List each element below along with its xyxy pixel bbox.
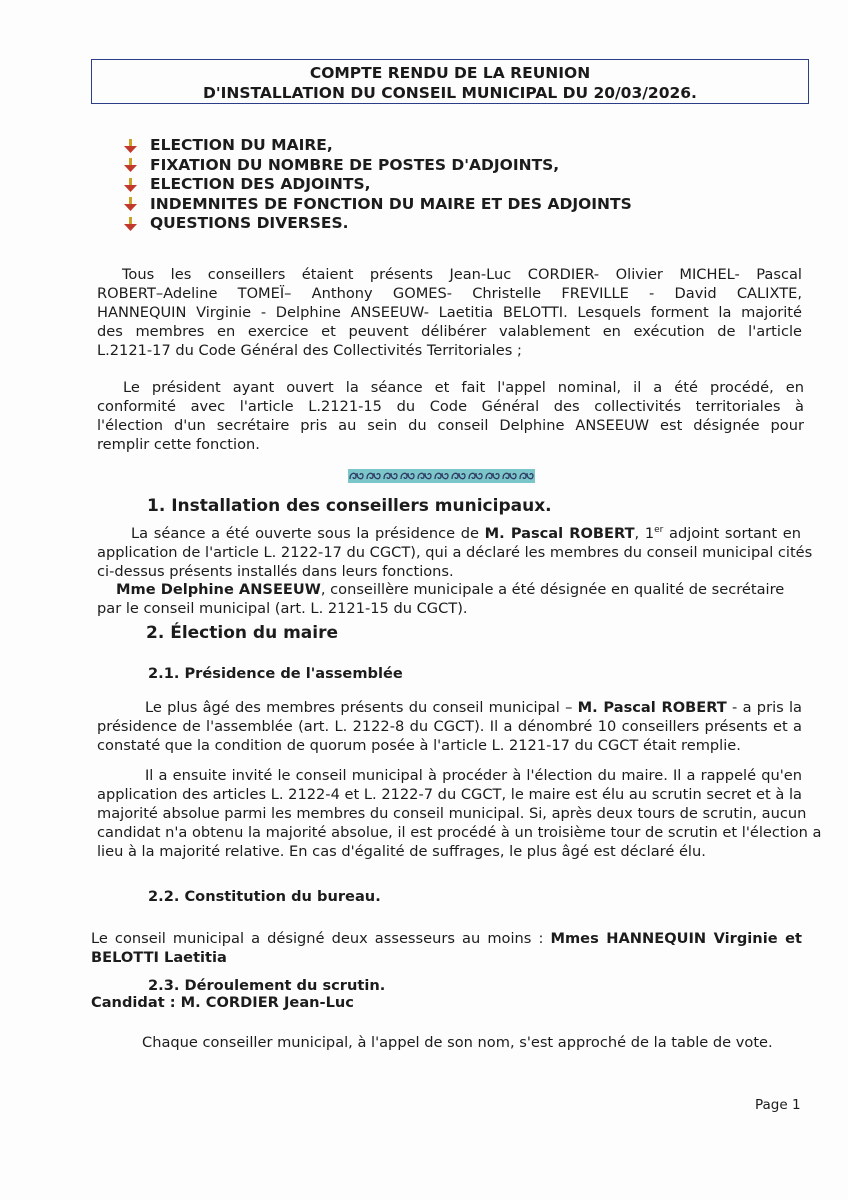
agenda-item [124,136,632,156]
text-line: constaté que la condition de quorum posée à l'article L. 2121-17 du CGCT était remplie. [97,737,741,754]
section-2-heading: 2. Élection du maire [146,623,339,643]
agenda-item-label: ELECTION DU MAIRE, [150,136,333,154]
assessor-name-line-2: BELOTTI Laetitia [91,949,227,966]
assessor-names: Mmes HANNEQUIN Virginie et [550,930,802,947]
text-line: La séance a été ouverte sous la présidence de M. Pascal ROBERT, 1er adjoint sortant en [131,525,801,542]
text-line: Le conseil municipal a désigné deux assesseurs au moins : Mmes HANNEQUIN Virginie et [91,930,802,947]
document-title-box [91,59,809,104]
candidate-line: Candidat : M. CORDIER Jean-Luc [91,994,354,1011]
text-line: application de l'article L. 2122-17 du CGCT), qui a déclaré les membres du conseil municipal cités [97,544,813,561]
text-line: application des articles L. 2122-4 et L. 2122-7 du CGCT, le maire est élu au scrutin secret et à la [97,786,802,803]
section-2-2-heading: 2.2. Constitution du bureau. [148,888,381,905]
section-2-3-paragraph [142,1033,773,1052]
text-line: Le président ayant ouvert la séance et fait l'appel nominal, il a été procédé, en [123,379,804,396]
text-line: remplir cette fonction. [97,436,260,453]
agenda-item-label: QUESTIONS DIVERSES. [150,214,349,232]
text-line: candidat n'a obtenu la majorité absolue, il est procédé à un troisième tour de scrutin et l'élection a [97,824,822,841]
text-line: Mme Delphine ANSEEUW, conseillère municipale a été désignée en qualité de secrétaire [116,581,785,598]
ornament-separator [348,469,535,483]
agenda-item-label: INDEMNITES DE FONCTION DU MAIRE ET DES ADJOINTS [150,194,632,213]
ornament-pattern [348,469,535,483]
section-2-1-paragraph-1 [97,698,802,755]
agenda-item-label: ELECTION DES ADJOINTS, [150,175,371,193]
text-line: conformité avec l'article L.2121-15 du Code Général des collectivités territoriales à [97,398,804,415]
section-2-1-paragraph-2 [97,766,822,861]
text-line: HANNEQUIN Virginie - Delphine ANSEEUW- Laetitia BELOTTI. Lesquels forment la majorité [97,304,802,321]
text-line: Chaque conseiller municipal, à l'appel de son nom, s'est approché de la table de vote. [142,1034,773,1051]
arrow-down-icon [124,217,137,231]
intro-paragraph-2 [97,378,804,454]
arrow-down-icon [124,158,137,172]
agenda-list [124,136,632,234]
text-line: présidence de l'assemblée (art. L. 2122-8 du CGCT). Il a dénombré 10 conseillers présents et a [97,718,802,735]
text-line: Le plus âgé des membres présents du conseil municipal – M. Pascal ROBERT - a pris la [145,699,802,716]
agenda-item [124,195,632,215]
text-line: lieu à la majorité relative. En cas d'égalité de suffrages, le plus âgé est déclaré élu. [97,843,706,860]
text-line: l'élection d'un secrétaire pris au sein du conseil Delphine ANSEEUW est désignée pour [97,417,804,434]
text-line: ROBERT–Adeline TOMEÏ– Anthony GOMES- Christelle FREVILLE - David CALIXTE, [97,285,802,302]
president-name: M. Pascal ROBERT [484,525,635,542]
title-line-1: COMPTE RENDU DE LA REUNION [309,64,591,82]
text-line: L.2121-17 du Code Général des Collectivités Territoriales ; [97,342,522,359]
text-line: des membres en exercice et peuvent délibérer valablement en exécution de l'article [97,323,802,340]
text-line: Tous les conseillers étaient présents Jean-Luc CORDIER- Olivier MICHEL- Pascal [122,266,802,283]
section-2-1-heading: 2.1. Présidence de l'assemblée [148,665,403,682]
secretary-name: Mme Delphine ANSEEUW [116,581,321,598]
president-name: M. Pascal ROBERT [577,699,727,716]
section-1-paragraph-1 [97,524,813,581]
section-1-heading: 1. Installation des conseillers municipaux. [147,496,552,516]
arrow-down-icon [124,139,137,153]
agenda-item [124,214,632,234]
section-1-paragraph-2 [97,580,785,618]
intro-paragraph-1 [97,265,802,360]
arrow-down-icon [124,178,137,192]
text-line: ci-dessus présents installés dans leurs fonctions. [97,563,454,580]
text-line: majorité absolue parmi les membres du conseil municipal. Si, après deux tours de scrutin, aucun [97,805,807,822]
text-line: par le conseil municipal (art. L. 2121-15 du CGCT). [97,600,468,617]
section-2-2-paragraph [91,929,802,967]
agenda-item [124,156,632,176]
text-line: Il a ensuite invité le conseil municipal à procéder à l'élection du maire. Il a rappelé qu'en [145,767,802,784]
arrow-down-icon [124,197,137,211]
section-2-3-heading: 2.3. Déroulement du scrutin. [148,977,386,994]
agenda-item [124,175,632,195]
agenda-item-label: FIXATION DU NOMBRE DE POSTES D'ADJOINTS, [150,155,560,174]
page-number: Page 1 [755,1097,801,1113]
title-line-2: D'INSTALLATION DU CONSEIL MUNICIPAL DU 20/03/2026. [203,83,697,102]
